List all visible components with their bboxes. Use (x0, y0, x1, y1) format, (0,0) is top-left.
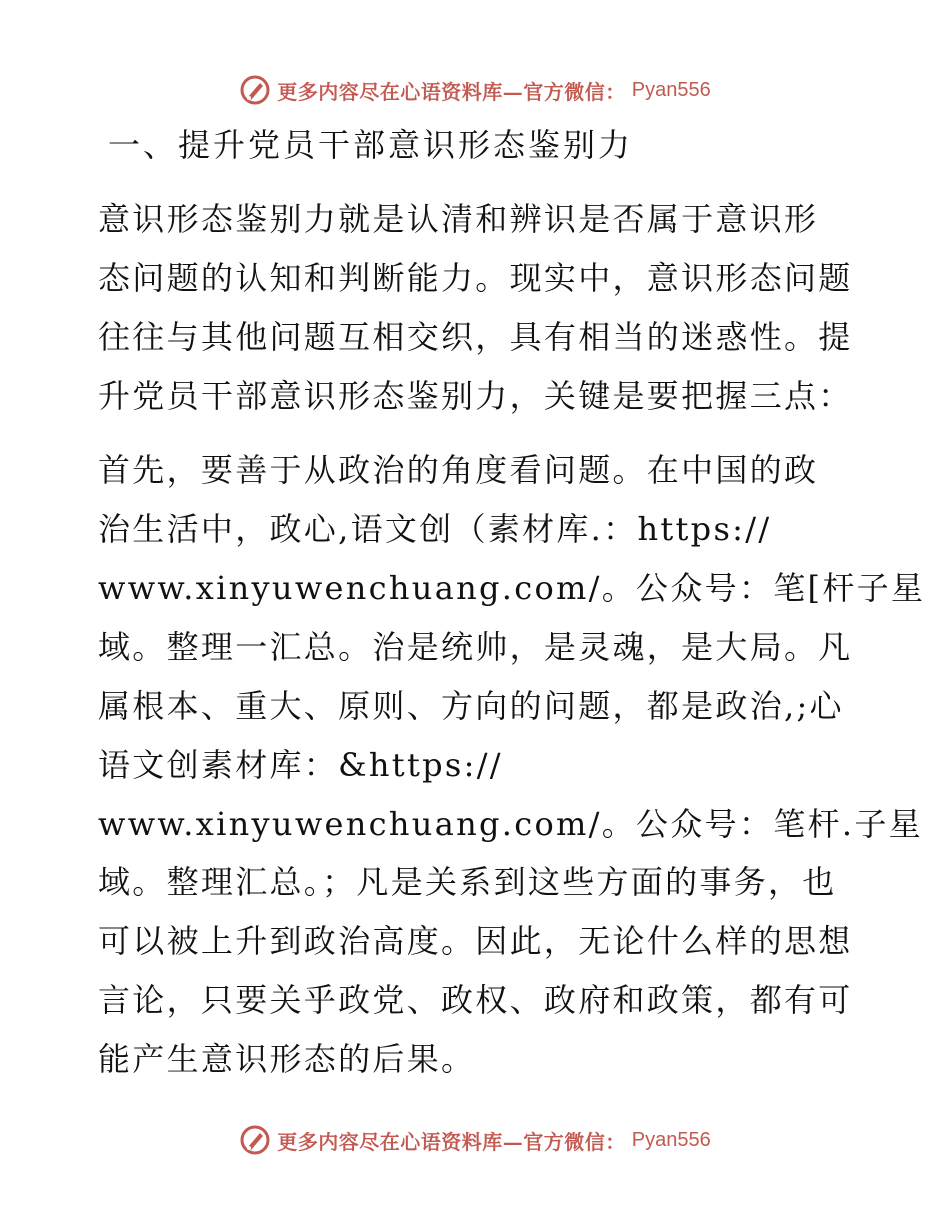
text-line: 意识形态鉴别力就是认清和辨识是否属于意识形 (98, 200, 819, 238)
wechat-id: Pyan556 (631, 1128, 711, 1151)
text-line: 域。整理一汇总。治是统帅，是灵魂，是大局。凡 (98, 628, 853, 666)
text-line: 可以被上升到政治高度。因此，无论什么样的思想 (98, 922, 853, 960)
text-line: www.xinyuwenchuang.com/。公众号：笔杆.子星 (98, 805, 923, 843)
pen-logo-icon (239, 1124, 271, 1156)
watermark-text: 更多内容尽在心语资料库—官方微信： (277, 1129, 626, 1154)
text-line: 域。整理汇总。；凡是关系到这些方面的事务，也 (98, 863, 837, 901)
text-line: www.xinyuwenchuang.com/。公众号：笔[杆子星 (98, 569, 926, 607)
text-line: 属根本、重大、原则、方向的问题，都是政治,;心 (98, 687, 844, 725)
footer-watermark (0, 1120, 950, 1160)
text-line: 升党员干部意识形态鉴别力，关键是要把握三点： (98, 377, 853, 415)
text-line: 能产生意识形态的后果。 (98, 1040, 476, 1078)
text-line: 治生活中，政心,语文创（素材库.：https:// (98, 510, 772, 548)
watermark-text: 更多内容尽在心语资料库—官方微信： (277, 79, 626, 104)
header-watermark (0, 70, 950, 110)
text-line: 态问题的认知和判断能力。现实中，意识形态问题 (98, 259, 853, 297)
text-line: 往往与其他问题互相交织，具有相当的迷惑性。提 (98, 318, 853, 356)
wechat-id: Pyan556 (631, 78, 711, 101)
section-heading: 一、提升党员干部意识形态鉴别力 (108, 126, 634, 164)
text-line: 言论，只要关乎政党、政权、政府和政策，都有可 (98, 981, 853, 1019)
text-line: 语文创素材库：&https:// (98, 746, 503, 784)
text-line: 首先，要善于从政治的角度看问题。在中国的政 (98, 451, 819, 489)
pen-logo-icon (239, 74, 271, 106)
